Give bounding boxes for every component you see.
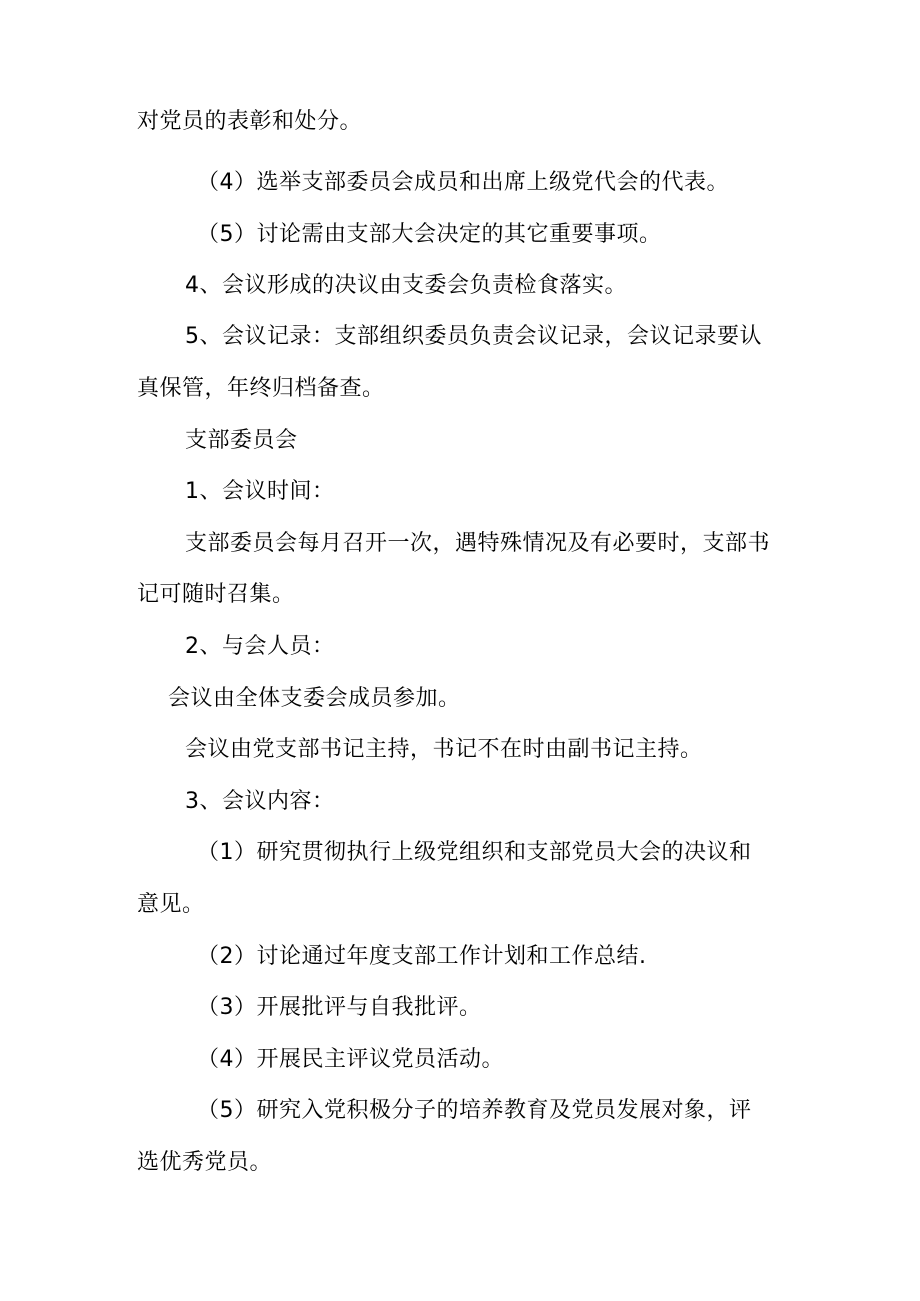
text-line: （5）研究入党积极分子的培养教育及党员发展对象，评 xyxy=(197,1098,752,1123)
text-line: （2）讨论通过年度支部工作计划和工作总结. xyxy=(197,944,647,969)
text-line: 选优秀党员。 xyxy=(137,1150,273,1175)
text-line: （4）选举支部委员会成员和出席上级党代会的代表。 xyxy=(197,170,729,195)
text-line: 4、会议形成的决议由支委会负责检食落实。 xyxy=(185,273,627,298)
text-line: 意见。 xyxy=(137,892,205,917)
text-line: （4）开展民主评议党员活动。 xyxy=(197,1047,504,1072)
text-line: （1）研究贯彻执行上级党组织和支部党员大会的决议和 xyxy=(197,840,752,865)
text-line: 5、会议记录：支部组织委员负责会议记录，会议记录要认 xyxy=(185,324,762,349)
text-line: 记可随时召集。 xyxy=(137,582,295,607)
text-line: 3、会议内容： xyxy=(185,789,335,814)
text-line: 真保管，年终归档备查。 xyxy=(137,376,385,401)
text-line: 2、与会人员： xyxy=(185,634,335,659)
text-line: 支部委员会每月召开一次，遇特殊情况及有必要时，支部书 xyxy=(185,531,771,556)
text-line: （3）开展批评与自我批评。 xyxy=(197,995,482,1020)
text-line: 1、会议时间： xyxy=(185,479,335,504)
text-line: 会议由全体支委会成员参加。 xyxy=(168,686,461,711)
text-line: （5）讨论需由支部大会决定的其它重要事项。 xyxy=(197,222,662,247)
text-line: 会议由党支部书记主持，书记不在时由副书记主持。 xyxy=(185,737,703,762)
section-heading: 支部委员会 xyxy=(185,428,298,453)
text-line: 对党员的表彰和处分。 xyxy=(137,109,363,134)
